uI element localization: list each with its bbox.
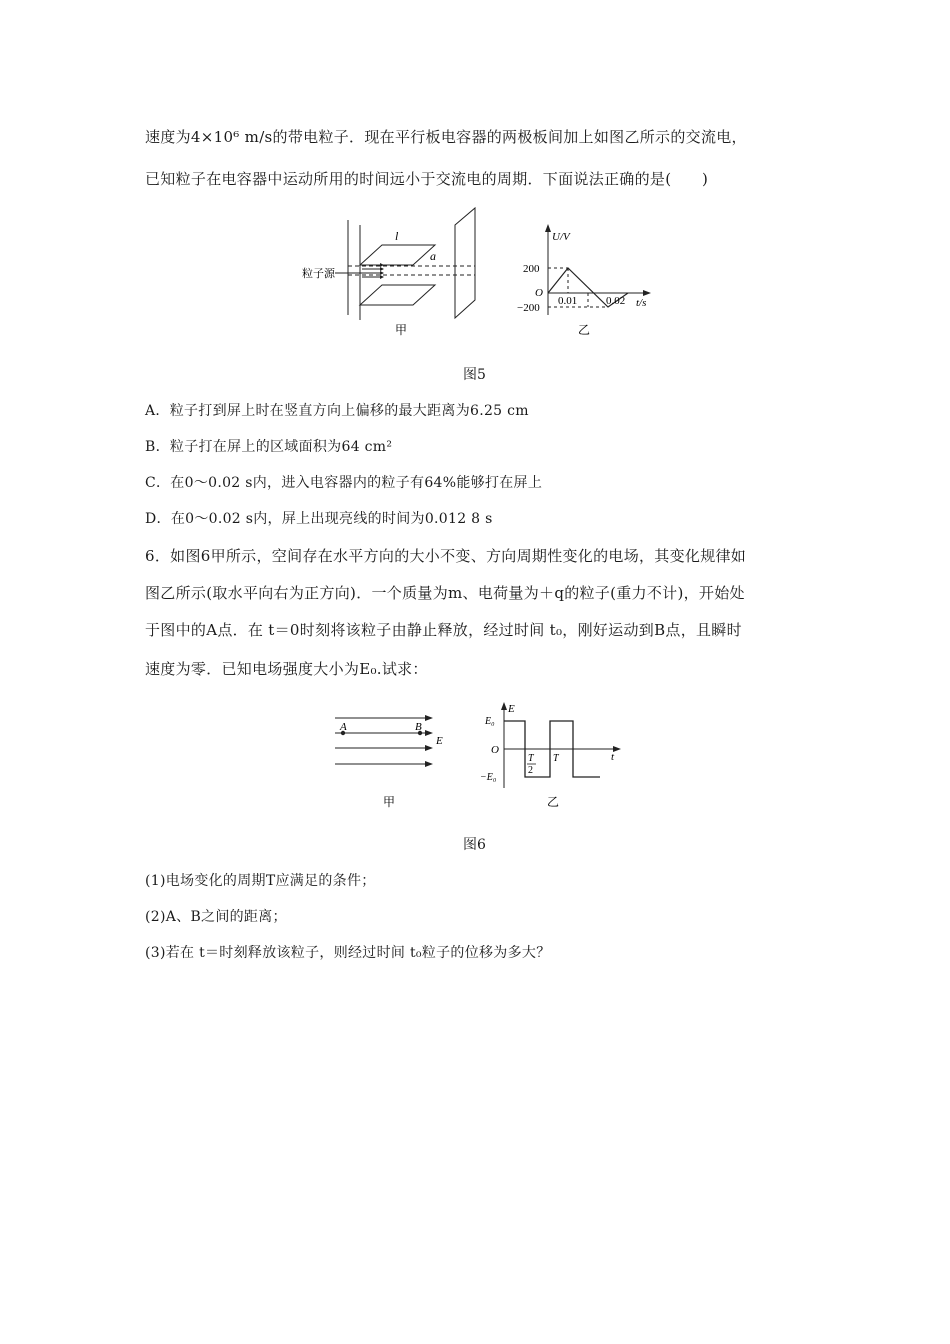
fig6-label-a: A — [340, 721, 347, 733]
fig5-yi-sub: 乙 — [578, 323, 591, 337]
fig5-label-l: l — [395, 229, 399, 243]
problem6-line-4: 速度为零．已知电场强度大小为E₀.试求： — [145, 660, 428, 678]
fig6-minus-e0: −E₀ — [480, 772, 497, 783]
fig5-t-label: t/s — [636, 297, 647, 309]
problem6-line-3: 于图中的A点．在 t＝0时刻将该粒子由静止释放，经过时间 t₀，刚好运动到B点，且瞬时 — [145, 621, 742, 639]
fig6-t-half-den: 2 — [528, 765, 533, 776]
fig6-e0: E₀ — [485, 716, 495, 727]
fig6-e-axis: E — [508, 703, 515, 715]
fig5-jia-sub: 甲 — [395, 323, 408, 337]
fig6-origin: O — [491, 744, 499, 756]
figure-6 — [325, 698, 625, 818]
option-d: D．在0～0.02 s内，屏上出现亮线的时间为0.012 8 s — [145, 511, 493, 527]
question-1: (1)电场变化的周期T应满足的条件； — [145, 873, 376, 889]
fig5-t002: 0.02 — [606, 295, 626, 307]
fig6-yi-sub: 乙 — [547, 795, 560, 809]
prev-problem-line-1: 速度为4×10⁶ m/s的带电粒子．现在平行板电容器的两极板间加上如图乙所示的交流电， — [145, 128, 747, 146]
fig6-t-axis: t — [611, 751, 615, 763]
option-c: C．在0～0.02 s内，进入电容器内的粒子有64%能够打在屏上 — [145, 475, 543, 491]
fig6-yi-graph — [504, 708, 615, 788]
problem6-line-1: 6．如图6甲所示，空间存在水平方向的大小不变、方向周期性变化的电场，其变化规律如 — [145, 547, 747, 565]
fig5-v200: 200 — [523, 263, 540, 275]
fig6-t-period: T — [553, 753, 559, 764]
fig6-jia-sub: 甲 — [383, 795, 396, 809]
option-a: A．粒子打到屏上时在竖直方向上偏移的最大距离为6.25 cm — [145, 403, 529, 419]
fig5-y-label: U/V — [552, 231, 570, 243]
fig5-jia-diagram — [335, 208, 475, 320]
fig5-label-source: 粒子源 — [302, 268, 335, 280]
fig6-t-half-num: T — [528, 753, 534, 764]
option-b: B．粒子打在屏上的区域面积为64 cm² — [145, 439, 393, 455]
fig5-t001: 0.01 — [558, 295, 578, 307]
fig6-caption: 图6 — [463, 837, 486, 853]
fig5-vm200: −200 — [517, 302, 540, 314]
question-2: (2)A、B之间的距离； — [145, 909, 287, 925]
fig5-origin: O — [535, 287, 543, 299]
fig5-caption: 图5 — [463, 367, 486, 383]
fig6-label-b: B — [415, 721, 422, 733]
fig5-label-a: a — [430, 249, 436, 263]
fig6-label-e: E — [436, 735, 443, 747]
prev-problem-line-2: 已知粒子在电容器中运动所用的时间远小于交流电的周期．下面说法正确的是( ) — [145, 170, 709, 188]
question-3: (3)若在 t＝时刻释放该粒子，则经过时间 t₀粒子的位移为多大？ — [145, 945, 551, 961]
figure-5 — [290, 200, 670, 360]
problem6-line-2: 图乙所示(取水平向右为正方向)．一个质量为m、电荷量为＋q的粒子(重力不计)，开始处 — [145, 584, 745, 602]
